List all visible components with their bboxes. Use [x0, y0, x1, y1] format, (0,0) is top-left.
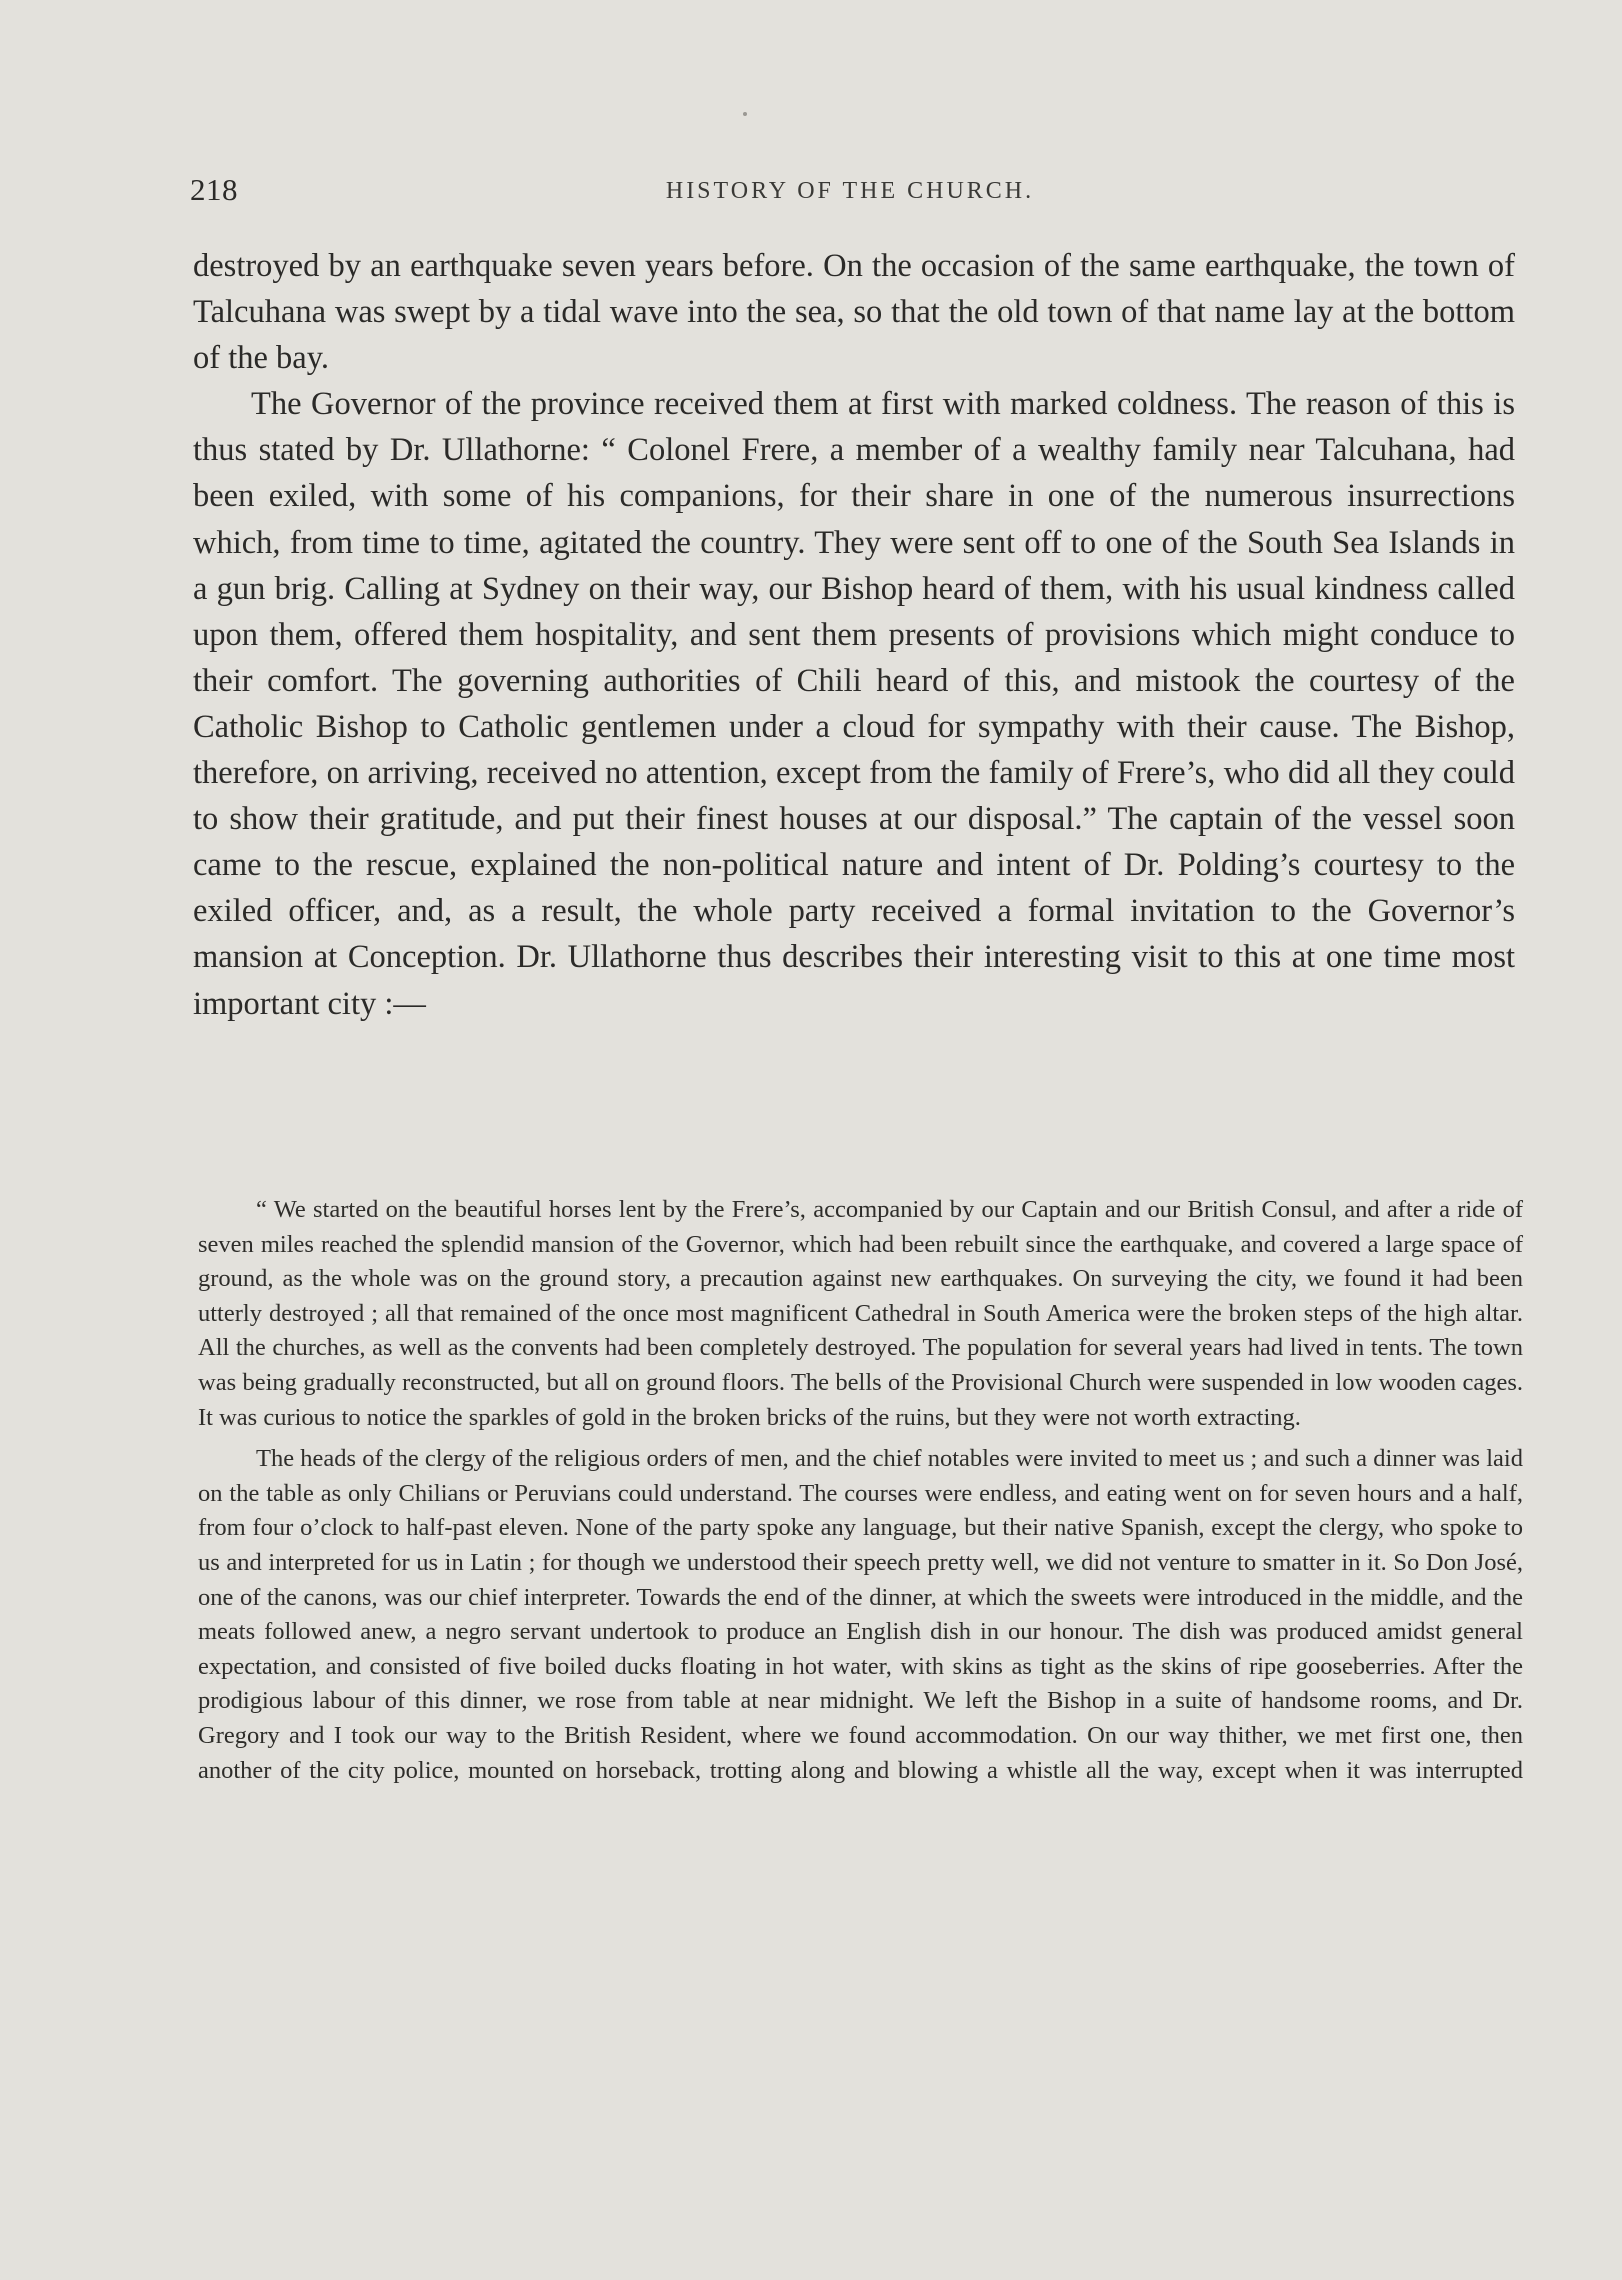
paper-speck: [743, 112, 747, 116]
main-text: [193, 243, 1515, 1027]
quote-paragraph-1: “ We started on the beautiful horses lent by the Frere’s, accompanied by our Captain and our British Consul, and after a ride of seven miles reached the splendid mansion of the Governor, which had been rebuilt since the earthquake, and covered a large space of ground, as the whole was on the ground story, a precaution against new earthquakes. On surveying the city, we found it had been utterly destroyed ; all that remained of the once most magnificent Cathedral in South America were the broken steps of the high altar. All the churches, as well as the convents had been completely destroyed. The population for several years had lived in tents. The town was being gradually reconstructed, but all on ground floors. The bells of the Provisional Church were suspended in low wooden cages. It was curious to notice the sparkles of gold in the broken bricks of the ruins, but they were not worth extracting.: [198, 1196, 1523, 1431]
page-number: 218: [190, 172, 238, 207]
running-head: HISTORY OF THE CHURCH.: [665, 178, 1035, 204]
page-header: [190, 172, 1510, 212]
block-quote: [198, 1193, 1523, 1788]
body-paragraph-1: destroyed by an earthquake seven years before. On the occasion of the same earthquake, the town of Talcuhana was swept by a tidal wave into the sea, so that the old town of that name lay at the bottom of the bay.: [193, 248, 1515, 377]
quote-paragraph-2: The heads of the clergy of the religious orders of men, and the chief notables were invited to meet us ; and such a dinner was laid on the table as only Chilians or Peruvians could understand. The courses were endless, and eating went on for seven hours and a half, from four o’clock to half-past eleven. None of the party spoke any language, but their native Spanish, except the clergy, who spoke to us and interpreted for us in Latin ; for though we understood their speech pretty well, we did not venture to smatter in it. So Don José, one of the canons, was our chief interpreter. Towards the end of the dinner, at which the sweets were introduced in the middle, and the meats followed anew, a negro servant undertook to produce an English dish in our honour. The dish was produced amidst general expectation, and consisted of five boiled ducks floating in hot water, with skins as tight as the skins of ripe gooseberries. After the prodigious labour of this dinner, we rose from table at near midnight. We left the Bishop in a suite of handsome rooms, and Dr. Gregory and I took our way to the British Resident, where we found accommodation. On our way thither, we met first one, then another of the city police, mounted on horseback, trotting along and blowing a whistle all the way, except when it was interrupted: [198, 1445, 1523, 1784]
body-paragraph-2: The Governor of the province received them at first with marked coldness. The reason of this is thus stated by Dr. Ullathorne: “ Colonel Frere, a member of a wealthy family near Talcuhana, had been exiled, with some of his companions, for their share in one of the numerous insurrections which, from time to time, agitated the country. They were sent off to one of the South Sea Islands in a gun brig. Calling at Sydney on their way, our Bishop heard of them, with his usual kindness called upon them, offered them hospitality, and sent them presents of provisions which might conduce to their comfort. The governing authorities of Chili heard of this, and mistook the courtesy of the Catholic Bishop to Catholic gentlemen under a cloud for sympathy with their cause. The Bishop, therefore, on arriving, received no attention, except from the family of Frere’s, who did all they could to show their gratitude, and put their finest houses at our disposal.” The captain of the vessel soon came to the rescue, explained the non-political nature and intent of Dr. Polding’s courtesy to the exiled officer, and, as a result, the whole party received a formal invitation to the Governor’s mansion at Conception. Dr. Ullathorne thus describes their interesting visit to this at one time most important city :—: [193, 386, 1515, 1022]
